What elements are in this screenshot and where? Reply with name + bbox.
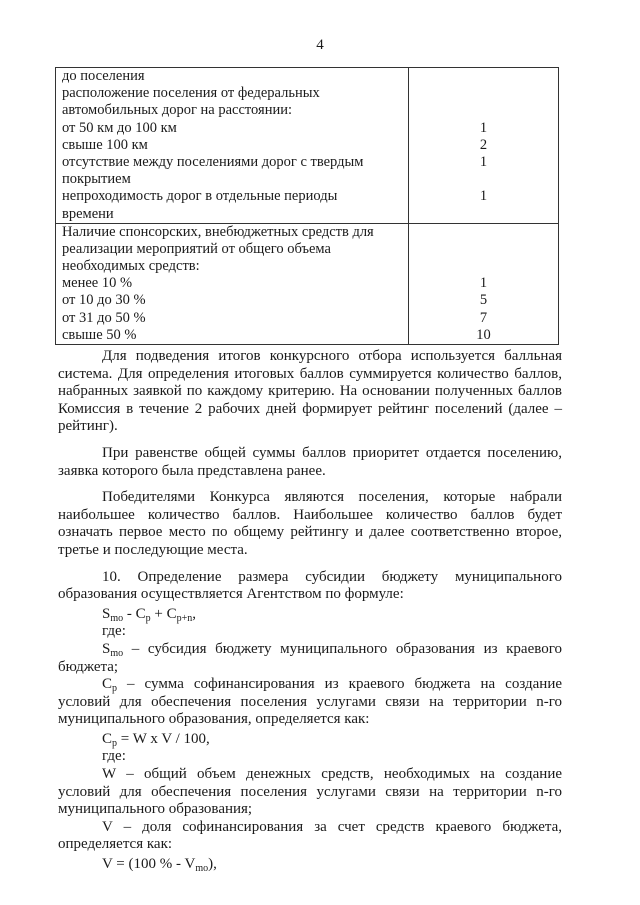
definition-cp xyxy=(58,676,562,729)
definition-v: V – доля софинансирования за счет средств краевого бюджета, определяется как: xyxy=(58,818,562,853)
score-value xyxy=(409,68,558,85)
table-row xyxy=(56,68,559,224)
formula-symbol: C xyxy=(102,730,113,747)
score-value: 10 xyxy=(476,326,491,343)
formula-text: + C xyxy=(150,605,177,622)
table-row xyxy=(56,223,559,344)
criteria-line: расположение поселения от федеральных xyxy=(62,85,320,102)
formula-subscript: p xyxy=(112,683,118,695)
criteria-line: времени xyxy=(62,205,114,222)
score-value xyxy=(409,85,558,102)
definition-w: W – общий объем денежных средств, необходимых на создание условий для обеспечения поселения услугами связи на территории n-го муниципального образования; xyxy=(58,766,562,818)
criteria-line: менее 10 % xyxy=(62,275,133,292)
formula-subscript: p xyxy=(145,612,151,624)
formula-text: V = (100 % - V xyxy=(102,856,196,873)
formula-text: = W x V / 100, xyxy=(117,730,210,747)
criteria-line: до поселения xyxy=(62,68,145,84)
score-value xyxy=(409,258,558,275)
score-value: 7 xyxy=(479,309,488,326)
criteria-line: реализации мероприятий от общего объема xyxy=(62,240,331,257)
criteria-line: свыше 50 % xyxy=(62,326,137,343)
criteria-cell xyxy=(56,223,409,344)
criteria-cell xyxy=(56,68,409,224)
formula-subscript: mo xyxy=(110,612,124,624)
where-label: где: xyxy=(102,623,126,640)
paragraph: 10. Определение размера субсидии бюджету муниципального образования осуществляется Агентством по формуле: xyxy=(58,568,562,603)
criteria-line: от 31 до 50 % xyxy=(62,309,146,326)
score-value: 2 xyxy=(479,136,488,153)
formula-subsidy xyxy=(58,606,562,624)
criteria-line: покрытием xyxy=(62,171,131,188)
criteria-line: от 10 до 30 % xyxy=(62,292,146,309)
formula-symbol: S xyxy=(102,605,111,622)
score-cell xyxy=(409,223,559,344)
definition-text: – субсидия бюджету муниципального образования из краевого бюджета; xyxy=(58,640,562,675)
criteria-line: отсутствие между поселениями дорог с твердым xyxy=(62,153,364,170)
score-value: 5 xyxy=(479,292,488,309)
score-value: 1 xyxy=(479,275,488,292)
definition-smo xyxy=(58,641,562,676)
formula-v xyxy=(58,856,562,874)
formula-text: - C xyxy=(123,605,146,622)
paragraph: Для подведения итогов конкурсного отбора используется балльная система. Для определения итоговых баллов суммируется количество баллов, набранных заявкой по каждому критерию. На основании полученных баллов Комиссия в течение 2 рабочих дней формирует рейтинг поселений (далее – рейтинг). xyxy=(58,348,562,435)
page-number: 4 xyxy=(316,37,324,53)
where-label: где: xyxy=(102,748,126,765)
criteria-line: автомобильных дорог на расстоянии: xyxy=(62,102,293,119)
score-value: 1 xyxy=(479,119,488,136)
score-value: 1 xyxy=(479,153,488,170)
criteria-line: непроходимость дорог в отдельные периоды xyxy=(62,188,338,205)
score-value xyxy=(409,206,558,223)
paragraph: Победителями Конкурса являются поселения, которые набрали наибольшее количество баллов. Наибольшее количество баллов будет означать первое место по общему рейтингу и далее соответственно второе, третье и последующие места. xyxy=(58,489,562,558)
formula-symbol: C xyxy=(102,676,113,693)
formula-text: , xyxy=(192,605,196,622)
criteria-table xyxy=(55,67,559,345)
criteria-line: от 50 км до 100 км xyxy=(62,119,177,136)
score-cell xyxy=(409,68,559,224)
score-value xyxy=(409,241,558,258)
score-value xyxy=(409,224,558,241)
formula-subscript: mo xyxy=(110,647,124,659)
score-value xyxy=(409,171,558,188)
body-text xyxy=(58,348,562,874)
criteria-line: свыше 100 км xyxy=(62,136,148,153)
score-value xyxy=(409,102,558,119)
paragraph: При равенстве общей суммы баллов приоритет отдается поселению, заявка которого была представлена ранее. xyxy=(58,444,562,479)
criteria-line: необходимых средств: xyxy=(62,258,200,275)
score-value: 1 xyxy=(479,188,488,205)
formula-subscript: p+n xyxy=(176,612,193,624)
criteria-line: Наличие спонсорских, внебюджетных средств для xyxy=(62,223,374,240)
formula-cp xyxy=(58,731,562,749)
formula-symbol: S xyxy=(102,640,111,657)
formula-text: ), xyxy=(208,856,217,873)
formula-subscript: mo xyxy=(195,863,209,875)
definition-text: – сумма софинансирования из краевого бюджета на создание условий для обеспечения поселения услугами связи на территории n-го муниципального образования, определяется как: xyxy=(58,676,562,728)
formula-subscript: p xyxy=(112,737,118,749)
